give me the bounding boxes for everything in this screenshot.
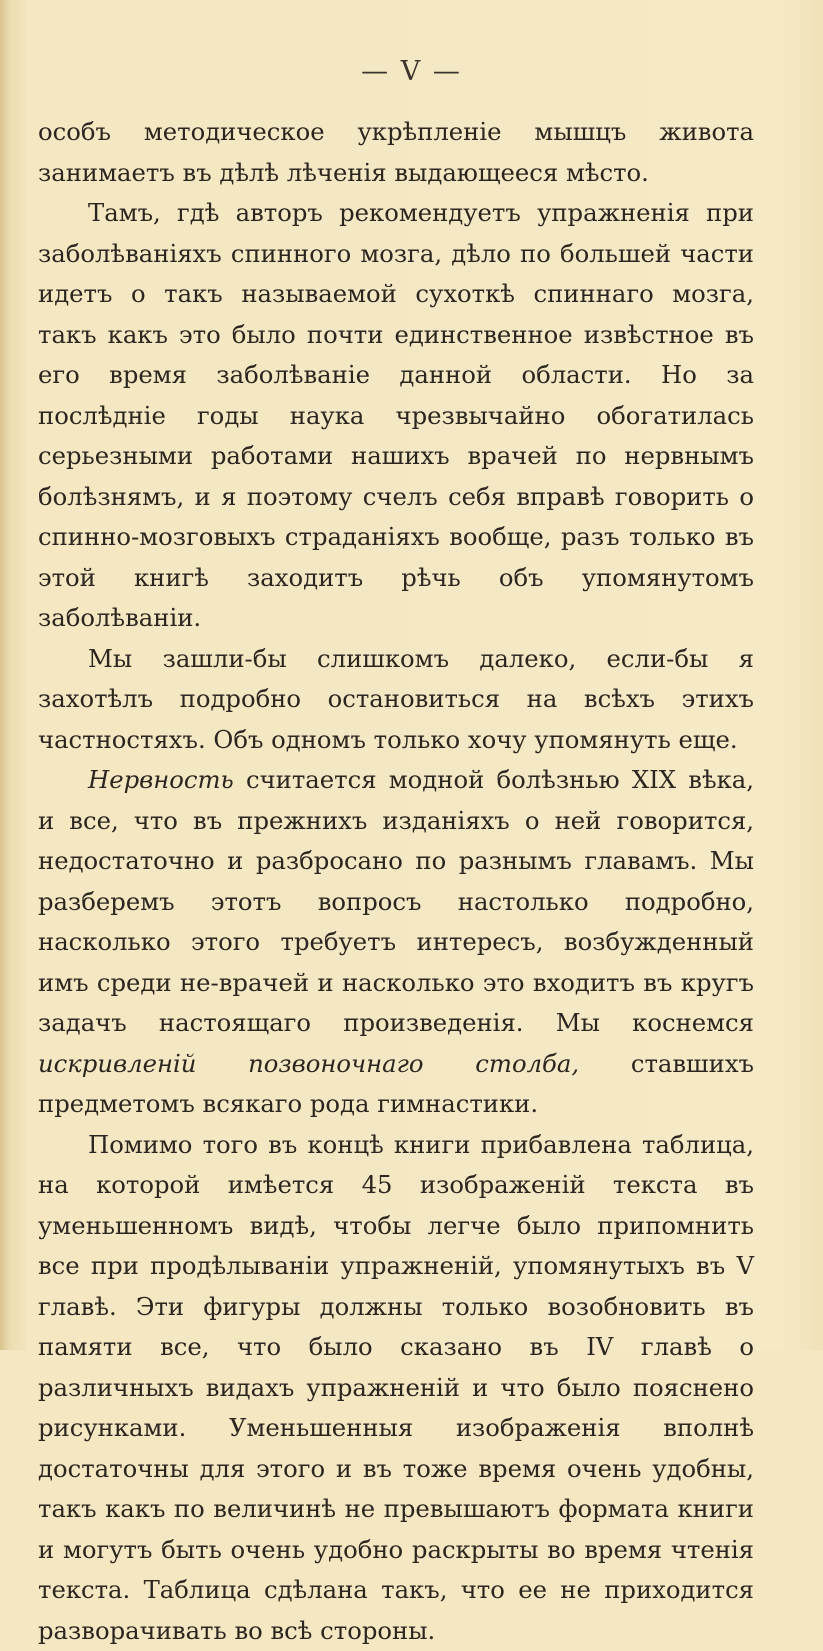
paragraph-4-emphasis-2: искривленій позвоночнаго столба, xyxy=(38,1049,579,1078)
paragraph-1-text: особъ методическое укрѣпленіе мышцъ живота занимаетъ въ дѣлѣ лѣченія выдающееся мѣсто. xyxy=(38,117,754,187)
page-number: — V — xyxy=(0,56,823,87)
paragraph-2 xyxy=(38,193,754,639)
paragraph-2-text: Тамъ, гдѣ авторъ рекомендуетъ упражненія при заболѣваніяхъ спинного мозга, дѣло по большей части идетъ о такъ называемой сухоткѣ спиннаго мозга, такъ какъ это было почти единственное извѣстное въ его время заболѣваніе данной области. Но за послѣдніе годы наука чрезвычайно обогатилась серьезными работами нашихъ врачей по нервнымъ болѣзнямъ, и я поэтому счелъ себя вправѣ говорить о спинно-мозговыхъ страданіяхъ вообще, разъ только въ этой книгѣ заходитъ рѣчь объ упомянутомъ заболѣваніи. xyxy=(38,198,754,632)
paragraph-5 xyxy=(38,1125,754,1651)
paragraph-3-text: Мы зашли-бы слишкомъ далеко, если-бы я захотѣлъ подробно остановиться на всѣхъ этихъ частностяхъ. Объ одномъ только хочу упомянуть еще. xyxy=(38,644,754,754)
paragraph-3 xyxy=(38,639,754,761)
paragraph-4 xyxy=(38,760,754,1125)
paragraph-4-emphasis: Нервность xyxy=(88,765,234,794)
paragraph-5-text: Помимо того въ концѣ книги прибавлена таблица, на которой имѣется 45 изображеній текста въ уменьшенномъ видѣ, чтобы легче было припомнить все при продѣлываніи упражненій, упомянутыхъ въ V главѣ. Эти фигуры должны только возобновить въ памяти все, что было сказано въ IV главѣ о различныхъ видахъ упражненій и что было пояснено рисунками. Уменьшенныя изображенія вполнѣ достаточны для этого и въ тоже время очень удобны, такъ какъ по величинѣ не превышаютъ формата книги и могутъ быть очень удобно раскрыты во время чтенія текста. Таблица сдѣлана такъ, что ее не приходится разворачивать во всѣ стороны. xyxy=(38,1130,754,1645)
paragraph-4-text: считается модной болѣзнью XIX вѣка, и все, что въ прежнихъ изданіяхъ о ней говорится, недостаточно и разбросано по разнымъ главамъ. Мы разберемъ этотъ вопросъ настолько подробно, насколько этого требуетъ интересъ, возбужденный имъ среди не-врачей и насколько это входитъ въ кругъ задачъ настоящаго произведенія. Мы коснемся xyxy=(38,765,754,1037)
paragraph-4-text-2: ставшихъ предметомъ всякаго рода гимнастики. xyxy=(38,1049,754,1119)
paragraph-1 xyxy=(38,112,754,193)
body-text xyxy=(38,112,754,1651)
